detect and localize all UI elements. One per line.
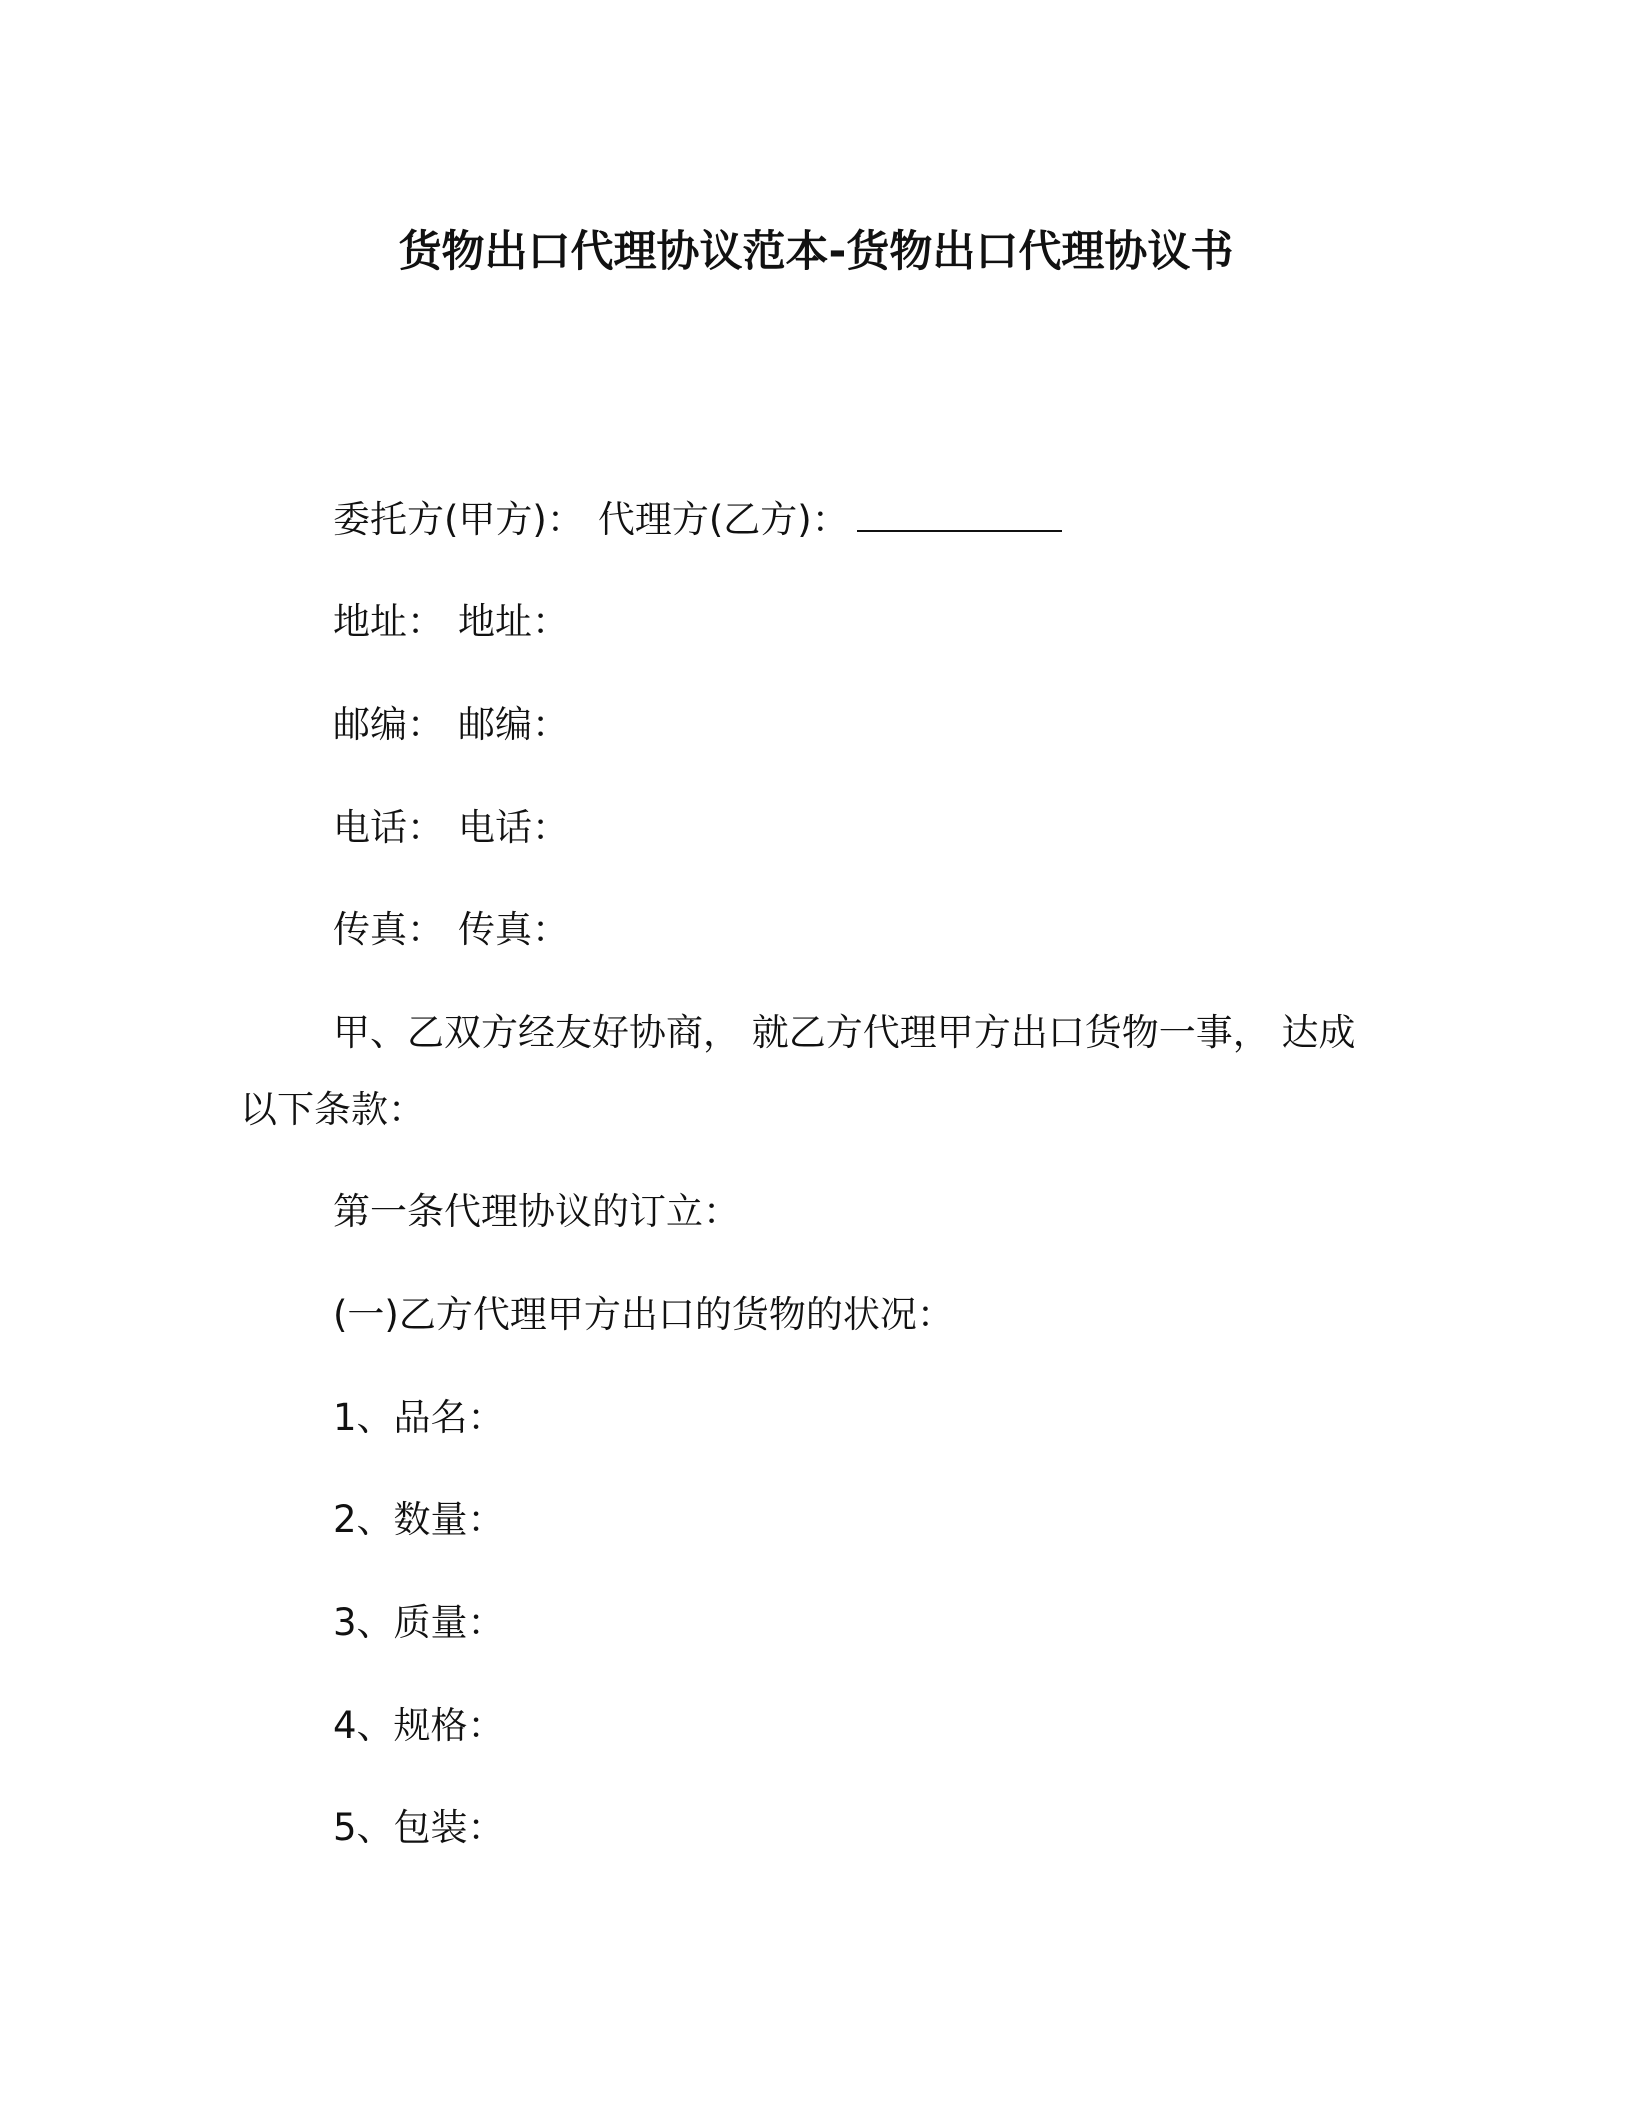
list-item: 5、包装： <box>333 1806 505 1849</box>
agent-postcode-label: 邮编： <box>458 703 569 746</box>
agent-phone-label: 电话： <box>458 806 569 849</box>
principal-address-label: 地址： <box>333 600 444 643</box>
intro-paragraph-line2: 以下条款： <box>240 1088 425 1131</box>
article1-heading: 第一条代理协议的订立： <box>333 1190 740 1233</box>
fax-line <box>333 904 569 956</box>
document-title: 货物出口代理协议范本-货物出口代理协议书 <box>398 227 1234 277</box>
phone-line <box>333 802 569 854</box>
agent-fax-label: 传真： <box>458 908 569 951</box>
address-line <box>333 596 569 648</box>
parties-line <box>333 494 1062 546</box>
postcode-line <box>333 699 569 751</box>
list-item: 3、质量： <box>333 1601 505 1644</box>
intro-paragraph-line1: 甲、乙双方经友好协商， 就乙方代理甲方出口货物一事， 达成 <box>333 1011 1356 1054</box>
principal-fax-label: 传真： <box>333 908 444 951</box>
list-item: 1、品名： <box>333 1396 505 1439</box>
section1-heading: (一)乙方代理甲方出口的货物的状况： <box>333 1293 954 1336</box>
agent-blank-line <box>857 494 1062 532</box>
list-item: 4、规格： <box>333 1704 505 1747</box>
agent-label: 代理方(乙方)： <box>597 498 849 541</box>
list-item: 2、数量： <box>333 1498 505 1541</box>
principal-label: 委托方(甲方)： <box>333 498 584 541</box>
principal-postcode-label: 邮编： <box>333 703 444 746</box>
agent-address-label: 地址： <box>458 600 569 643</box>
principal-phone-label: 电话： <box>333 806 444 849</box>
